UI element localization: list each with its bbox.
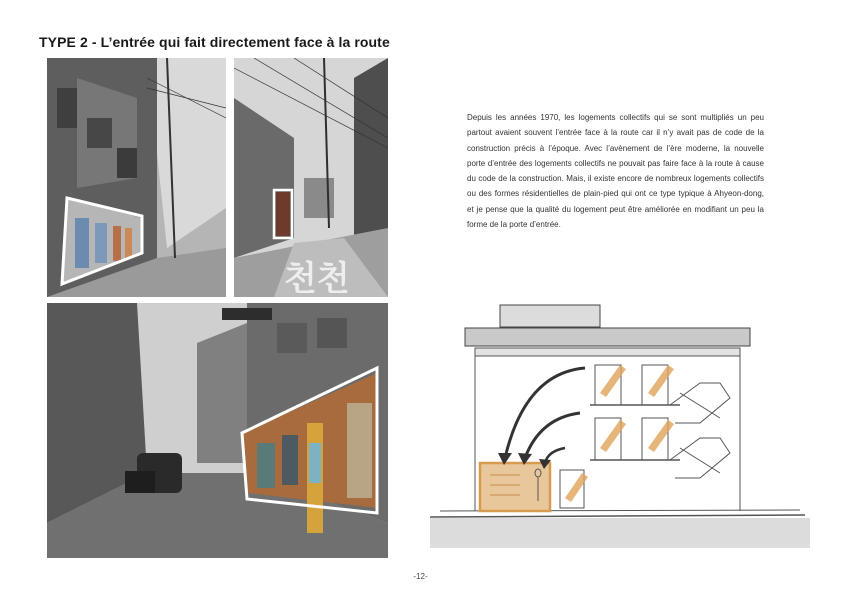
svg-text:천천: 천천 xyxy=(284,260,350,297)
street-photo-road-markings xyxy=(234,58,388,297)
description-paragraph: Depuis les années 1970, les logements collectifs qui se sont multipliés un peu partout avaient souvent l’entrée face à la route car il n’y avait pas de code de la construction précis à l’époque. Avec l’avènement de l’ère moderne, la nouvelle porte d’entrée des logements collectifs ne pouvait pas faire face à la route à cause du code de la construction. Mais, il existe encore de nombreux logements collectifs ou des formes résidentielles de plain-pied qui ont ce type typique à Ahyeon-dong, et je pense que la qualité du logement peut être améliorée en modifiant un peu la forme de la porte d’entrée. xyxy=(467,113,764,230)
street-photo-alley-entrances xyxy=(47,58,226,297)
building-elevation-sketch xyxy=(430,293,810,553)
page-number: -12- xyxy=(413,572,428,581)
page-title: TYPE 2 - L’entrée qui fait directement face à la route xyxy=(39,34,390,50)
street-photo-shopfront-alley xyxy=(47,303,388,558)
